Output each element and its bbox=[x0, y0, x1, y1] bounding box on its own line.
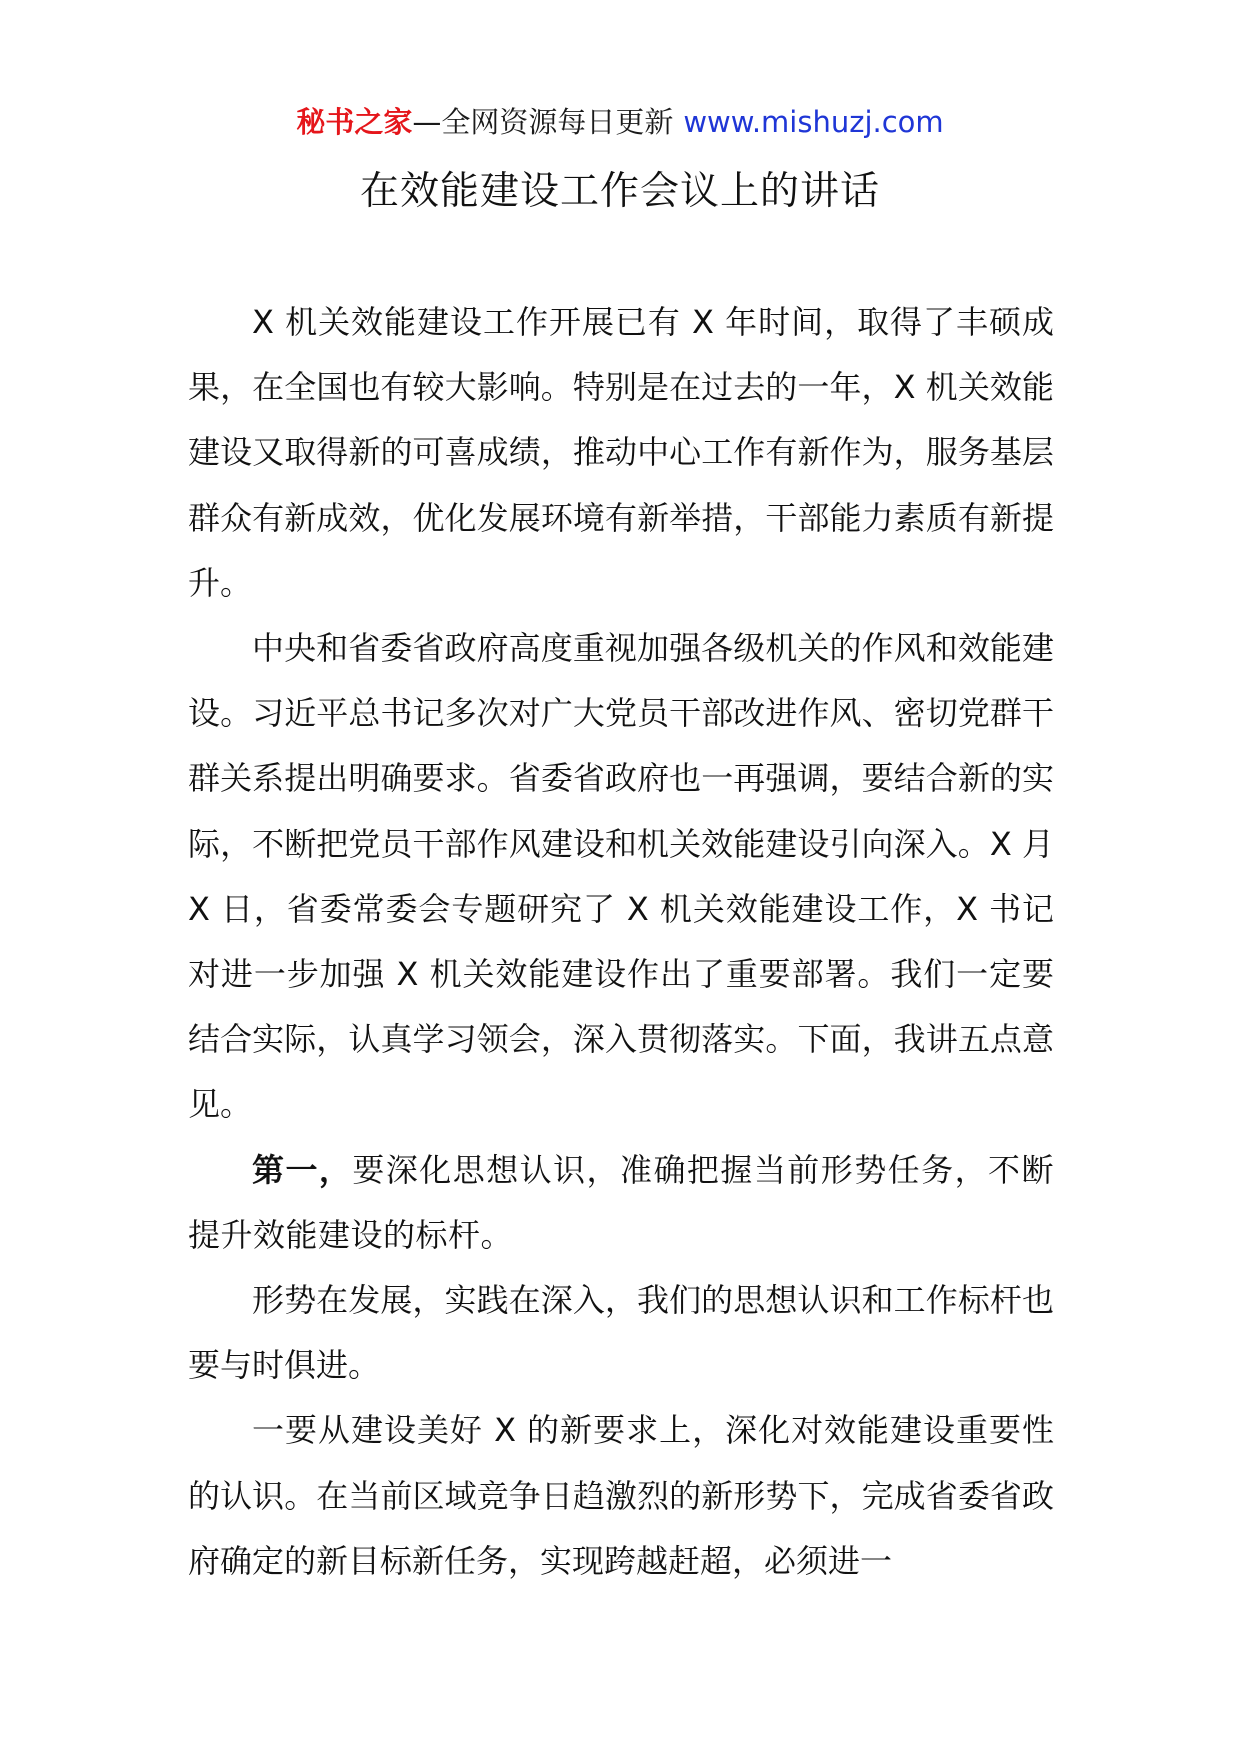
body-paragraph: 形势在发展，实践在深入，我们的思想认识和工作标杆也要与时俱进。 bbox=[188, 1281, 1054, 1385]
body-paragraph: 中央和省委省政府高度重视加强各级机关的作风和效能建设。习近平总书记多次对广大党员干部改进作风、密切党群干群关系提出明确要求。省委省政府也一再强调，要结合新的实际，不断把党员干部作风建设和机关效能建设引向深入。X 月 X 日，省委常委会专题研究了 X 机关效能建设工作，X 书记对进一步加强 X 机关效能建设作出了重要部署。我们一定要结合实际，认真学习领会，深入贯彻落实。下面，我讲五点意见。 bbox=[188, 629, 1054, 1124]
body-paragraph: 一要从建设美好 X 的新要求上，深化对效能建设重要性的认识。在当前区域竞争日趋激烈的新形势下，完成省委省政府确定的新目标新任务，实现跨越赶超，必须进一 bbox=[188, 1411, 1054, 1580]
body-paragraph: X 机关效能建设工作开展已有 X 年时间，取得了丰硕成果，在全国也有较大影响。特别是在过去的一年，X 机关效能建设又取得新的可喜成绩，推动中心工作有新作为，服务基层群众有新成效，优化发展环境有新举措，干部能力素质有新提升。 bbox=[188, 303, 1054, 602]
banner-slogan: —全网资源每日更新 bbox=[412, 105, 674, 139]
website-link[interactable]: www.mishuzj.com bbox=[683, 105, 944, 139]
document-body bbox=[188, 290, 1054, 1594]
point-one-paragraph bbox=[188, 1138, 1054, 1268]
point-one-text: 要深化思想认识，准确把握当前形势任务，不断提升效能建设的标杆。 bbox=[188, 1150, 1054, 1254]
header-banner bbox=[0, 102, 1240, 142]
point-one-lead: 第一， bbox=[252, 1150, 353, 1189]
document-title: 在效能建设工作会议上的讲话 bbox=[359, 169, 880, 214]
brand-name: 秘书之家 bbox=[296, 105, 413, 139]
